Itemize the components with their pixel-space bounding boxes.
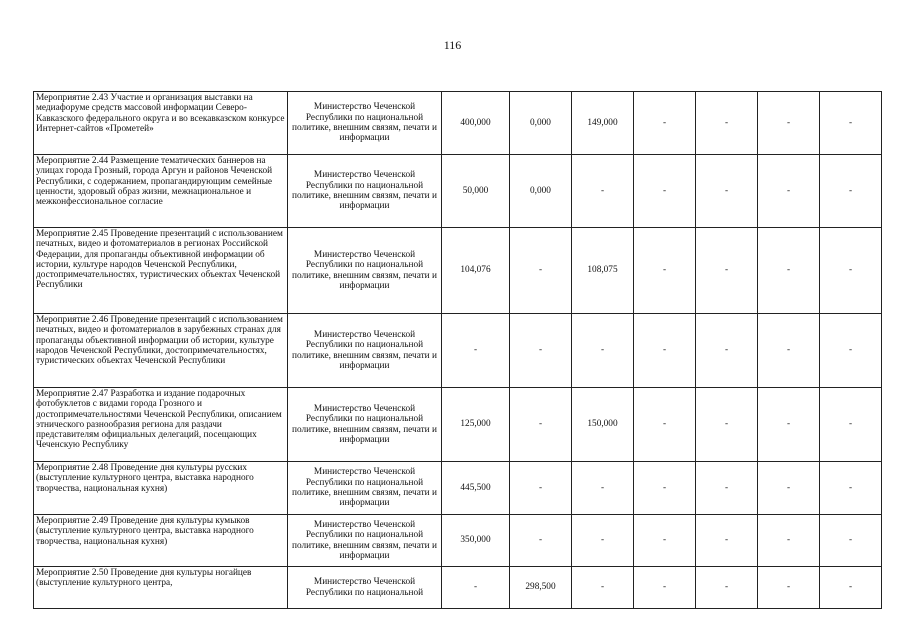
- value-cell: 445,500: [442, 462, 510, 515]
- value-cell: -: [572, 567, 634, 609]
- table-row: [34, 515, 882, 567]
- value-cell: 350,000: [442, 515, 510, 567]
- value-cell: -: [820, 515, 882, 567]
- activity-name: Мероприятие 2.50 Проведение дня культуры ногайцев (выступление культурного центра,: [34, 567, 288, 609]
- value-cell: 108,075: [572, 228, 634, 314]
- value-cell: 125,000: [442, 388, 510, 462]
- page-number: 116: [443, 38, 462, 52]
- value-cell: -: [510, 515, 572, 567]
- value-cell: -: [634, 462, 696, 515]
- value-cell: 0,000: [510, 155, 572, 228]
- value-cell: 104,076: [442, 228, 510, 314]
- value-cell: -: [510, 388, 572, 462]
- value-cell: -: [634, 388, 696, 462]
- table-row: [34, 228, 882, 314]
- activity-name: Мероприятие 2.43 Участие и организация выставки на медиафоруме средств массовой информации Северо-Кавказского федерального округа и во всекавказском конкурсе Интернет-сайтов «Прометей»: [34, 92, 288, 155]
- value-cell: -: [696, 155, 758, 228]
- value-cell: -: [572, 155, 634, 228]
- table-row: [34, 388, 882, 462]
- value-cell: -: [442, 314, 510, 388]
- value-cell: -: [820, 314, 882, 388]
- value-cell: -: [758, 567, 820, 609]
- value-cell: -: [634, 314, 696, 388]
- table-row: [34, 92, 882, 155]
- value-cell: 0,000: [510, 92, 572, 155]
- value-cell: -: [572, 515, 634, 567]
- value-cell: -: [572, 462, 634, 515]
- activity-name: Мероприятие 2.49 Проведение дня культуры кумыков (выступление культурного центра, выставка народного творчества, национальная кухня): [34, 515, 288, 567]
- value-cell: -: [758, 228, 820, 314]
- value-cell: -: [820, 388, 882, 462]
- executor-cell: Министерство Чеченской Республики по национальной политике, внешним связям, печати и информации: [288, 462, 442, 515]
- value-cell: -: [696, 314, 758, 388]
- executor-cell: Министерство Чеченской Республики по национальной политике, внешним связям, печати и информации: [288, 228, 442, 314]
- value-cell: -: [758, 462, 820, 515]
- executor-cell: Министерство Чеченской Республики по национальной политике, внешним связям, печати и информации: [288, 155, 442, 228]
- value-cell: -: [820, 228, 882, 314]
- value-cell: -: [442, 567, 510, 609]
- value-cell: -: [510, 228, 572, 314]
- value-cell: -: [758, 92, 820, 155]
- value-cell: -: [696, 228, 758, 314]
- value-cell: -: [696, 515, 758, 567]
- table-row: [34, 567, 882, 609]
- value-cell: -: [820, 567, 882, 609]
- program-table: [33, 91, 882, 609]
- activity-name: Мероприятие 2.47 Разработка и издание подарочных фотобуклетов с видами города Грозного и достопримечательностями Чеченской Республики, описанием этнического разнообразия региона для раздачи представителям официальных делегаций, посещающих Чеченскую Республику: [34, 388, 288, 462]
- value-cell: -: [820, 462, 882, 515]
- value-cell: -: [758, 515, 820, 567]
- executor-cell: Министерство Чеченской Республики по национальной политике, внешним связям, печати и информации: [288, 314, 442, 388]
- value-cell: -: [510, 314, 572, 388]
- executor-cell: Министерство Чеченской Республики по национальной политике, внешним связям, печати и информации: [288, 92, 442, 155]
- value-cell: -: [634, 92, 696, 155]
- activity-name: Мероприятие 2.46 Проведение презентаций с использованием печатных, видео и фотоматериалов в зарубежных странах для пропаганды объективной информации об истории, культуре народов Чеченской Республики, достопримечательностях, туристических объектах Чеченской Республики: [34, 314, 288, 388]
- value-cell: -: [634, 567, 696, 609]
- value-cell: -: [758, 155, 820, 228]
- value-cell: 150,000: [572, 388, 634, 462]
- value-cell: -: [634, 515, 696, 567]
- value-cell: 50,000: [442, 155, 510, 228]
- activity-name: Мероприятие 2.48 Проведение дня культуры русских (выступление культурного центра, выставка народного творчества, национальная кухня): [34, 462, 288, 515]
- value-cell: -: [758, 388, 820, 462]
- value-cell: 298,500: [510, 567, 572, 609]
- activity-name: Мероприятие 2.44 Размещение тематических баннеров на улицах города Грозный, города Аргун и районов Чеченской Республики, с содержанием, пропагандирующим семейные ценности, здоровый образ жизни, межнациональное и межконфессиональное согласие: [34, 155, 288, 228]
- value-cell: -: [696, 388, 758, 462]
- executor-cell: Министерство Чеченской Республики по национальной политике, внешним связям, печати и информации: [288, 515, 442, 567]
- executor-cell: Министерство Чеченской Республики по национальной политике, внешним связям, печати и информации: [288, 388, 442, 462]
- value-cell: -: [634, 228, 696, 314]
- table-row: [34, 155, 882, 228]
- value-cell: -: [510, 462, 572, 515]
- value-cell: -: [820, 155, 882, 228]
- value-cell: -: [696, 92, 758, 155]
- executor-cell: Министерство Чеченской Республики по национальной: [288, 567, 442, 609]
- value-cell: -: [758, 314, 820, 388]
- value-cell: -: [696, 462, 758, 515]
- value-cell: 400,000: [442, 92, 510, 155]
- value-cell: -: [572, 314, 634, 388]
- value-cell: 149,000: [572, 92, 634, 155]
- activity-name: Мероприятие 2.45 Проведение презентаций с использованием печатных, видео и фотоматериалов в регионах Российской Федерации, для пропаганды объективной информации об истории, культуре народов Чеченской Республики, достопримечательностях, туристических объектах Чеченской Республики: [34, 228, 288, 314]
- value-cell: -: [634, 155, 696, 228]
- value-cell: -: [696, 567, 758, 609]
- table-row: [34, 314, 882, 388]
- value-cell: -: [820, 92, 882, 155]
- table-row: [34, 462, 882, 515]
